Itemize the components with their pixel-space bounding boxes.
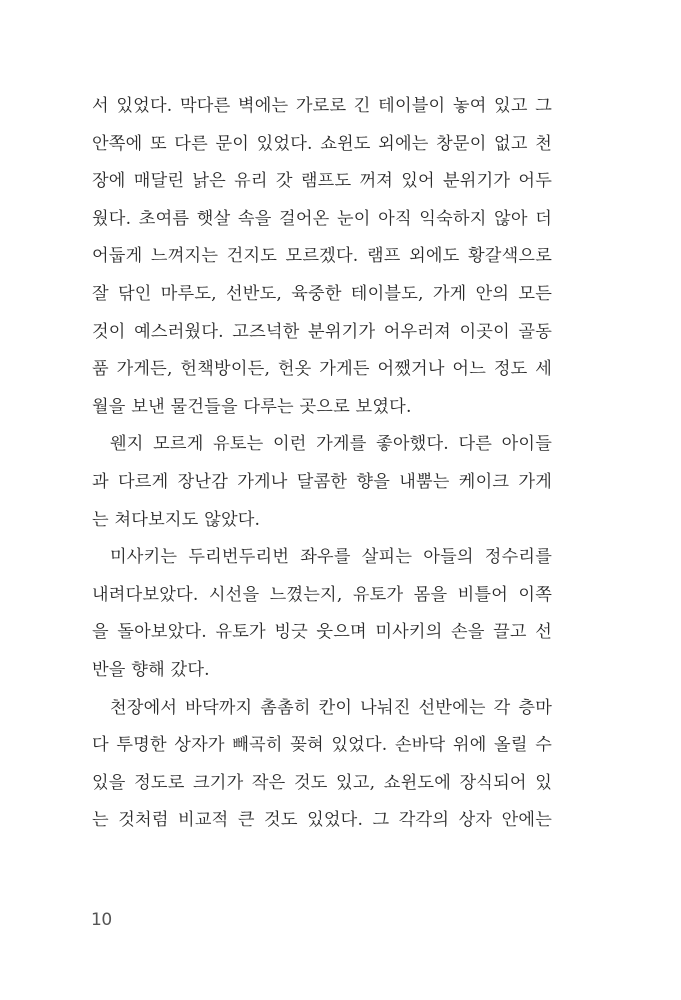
text-line: 안쪽에 또 다른 문이 있었다. 쇼윈도 외에는 창문이 없고 천 (92, 133, 552, 154)
text-line: 월을 보낸 물건들을 다루는 곳으로 보였다. (92, 396, 412, 417)
text-line: 서 있었다. 막다른 벽에는 가로로 긴 테이블이 놓여 있고 그 (92, 96, 552, 116)
text-line: 장에 매달린 낡은 유리 갓 램프도 꺼져 있어 분위기가 어두 (92, 171, 552, 192)
text-line: 웠다. 초여름 햇살 속을 걸어온 눈이 아직 익숙하지 않아 더 (92, 208, 552, 229)
text-line: 과 다르게 장난감 가게나 달콤한 향을 내뿜는 케이크 가게 (92, 471, 552, 492)
body-text (92, 88, 552, 840)
text-line: 내려다보았다. 시선을 느꼈는지, 유토가 몸을 비틀어 이쪽 (92, 584, 552, 605)
text-line: 어둡게 느껴지는 건지도 모르겠다. 램프 외에도 황갈색으로 (92, 246, 552, 267)
text-line: 품 가게든, 헌책방이든, 헌옷 가게든 어쨌거나 어느 정도 세 (92, 359, 552, 380)
text-line: 을 돌아보았다. 유토가 빙긋 웃으며 미사키의 손을 끌고 선 (92, 622, 552, 643)
text-line: 는 것처럼 비교적 큰 것도 있었다. 그 각각의 상자 안에는 (92, 810, 552, 831)
text-line: 웬지 모르게 유토는 이런 가게를 좋아했다. 다른 아이들 (110, 434, 552, 455)
text-line: 천장에서 바닥까지 촘촘히 칸이 나눠진 선반에는 각 층마 (110, 697, 552, 718)
text-line: 는 쳐다보지도 않았다. (92, 509, 261, 530)
text-line: 반을 향해 갔다. (92, 659, 210, 680)
text-line: 미사키는 두리번두리번 좌우를 살피는 아들의 정수리를 (110, 547, 552, 568)
text-line: 잘 닦인 마루도, 선반도, 육중한 테이블도, 가게 안의 모든 (92, 283, 552, 304)
text-line: 있을 정도로 크기가 작은 것도 있고, 쇼윈도에 장식되어 있 (92, 772, 552, 793)
page-number: 10 (91, 910, 112, 930)
text-line: 것이 예스러웠다. 고즈넉한 분위기가 어우러져 이곳이 골동 (92, 321, 552, 342)
text-line: 다 투명한 상자가 빼곡히 꽂혀 있었다. 손바닥 위에 올릴 수 (92, 735, 552, 756)
